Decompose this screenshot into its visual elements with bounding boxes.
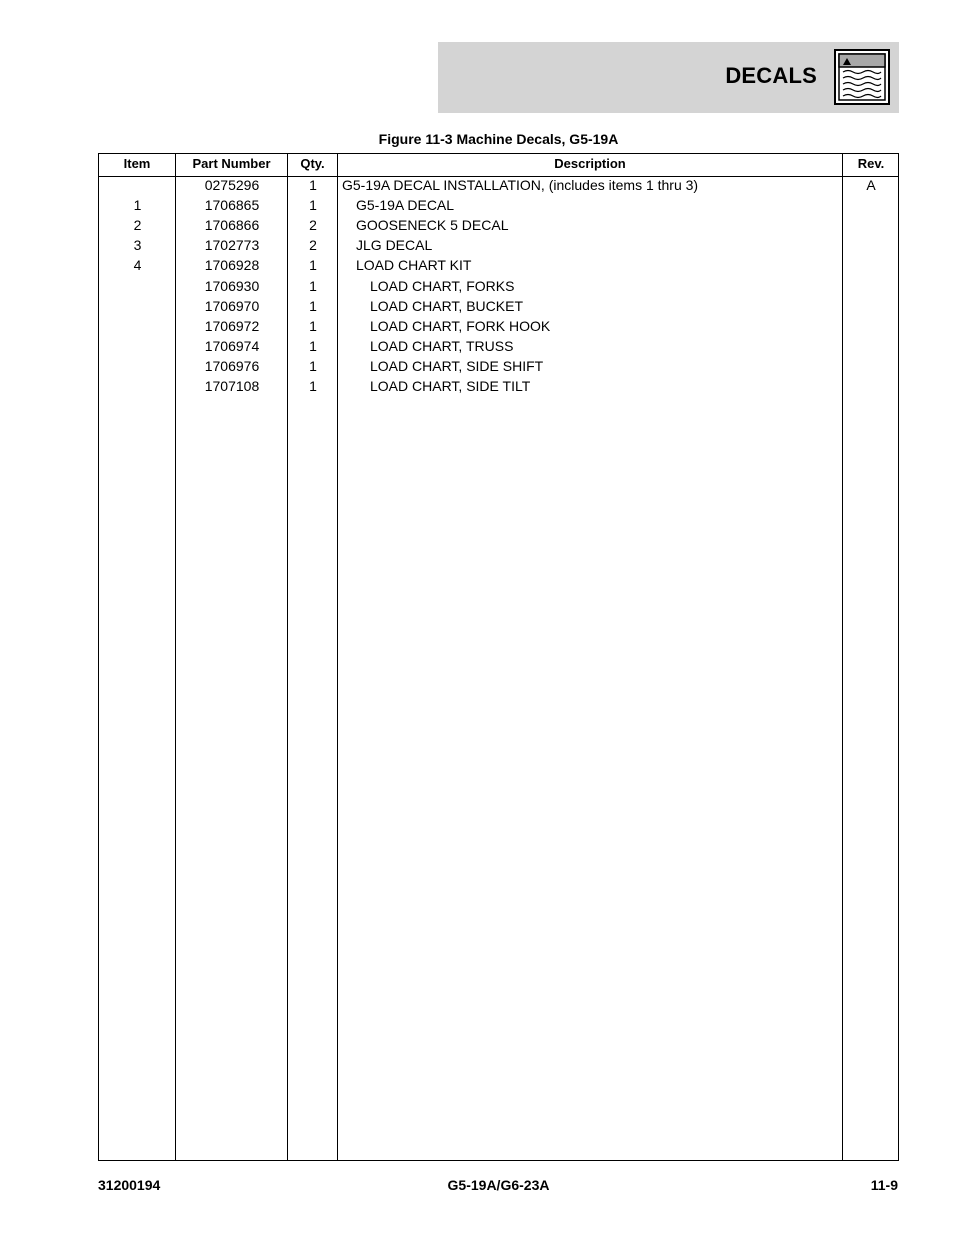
part-number: 1706928 — [204, 257, 260, 274]
item-number: 3 — [133, 237, 142, 254]
item-number: 1 — [133, 197, 142, 214]
revision: A — [866, 177, 876, 193]
table-row — [99, 356, 898, 376]
quantity: 1 — [309, 257, 317, 274]
parts-table — [98, 153, 899, 1161]
part-number: 1706865 — [204, 197, 260, 214]
column-header-qty: Qty. — [300, 156, 325, 171]
column-header-rev: Rev. — [857, 156, 885, 171]
column-header-part-number: Part Number — [192, 156, 271, 171]
part-number: 1702773 — [204, 237, 260, 254]
description: LOAD CHART, FORK HOOK — [370, 317, 551, 334]
section-header — [438, 42, 899, 113]
description: LOAD CHART, BUCKET — [370, 297, 523, 314]
part-number: 1707108 — [204, 378, 260, 394]
part-number: 1706972 — [204, 317, 260, 334]
footer-model: G5-19A/G6-23A — [447, 1177, 550, 1193]
table-row — [99, 376, 898, 396]
quantity: 1 — [309, 337, 317, 354]
description: LOAD CHART, SIDE SHIFT — [370, 357, 544, 374]
section-title: DECALS — [725, 63, 817, 88]
description: LOAD CHART KIT — [356, 257, 472, 274]
column-header-item: Item — [123, 156, 151, 171]
quantity: 1 — [309, 277, 317, 294]
description: LOAD CHART, FORKS — [370, 277, 515, 294]
part-number: 1706970 — [204, 297, 260, 314]
table-row — [99, 336, 898, 356]
quantity: 1 — [309, 317, 317, 334]
table-row — [99, 255, 898, 275]
table-row — [99, 296, 898, 316]
table-row — [99, 235, 898, 255]
description: JLG DECAL — [356, 237, 433, 254]
table-row — [99, 195, 898, 215]
quantity: 2 — [309, 237, 317, 254]
quantity: 1 — [309, 177, 317, 193]
description: G5-19A DECAL INSTALLATION, (includes items 1 thru 3) — [342, 177, 699, 193]
figure-title: Figure 11-3 Machine Decals, G5-19A — [378, 131, 619, 147]
quantity: 2 — [309, 217, 317, 234]
quantity: 1 — [309, 378, 317, 394]
description: GOOSENECK 5 DECAL — [356, 217, 509, 234]
footer-doc-number: 31200194 — [98, 1177, 161, 1193]
table-row — [99, 276, 898, 296]
description: LOAD CHART, TRUSS — [370, 337, 514, 354]
quantity: 1 — [309, 297, 317, 314]
item-number: 4 — [133, 257, 142, 274]
footer-page-number: 11-9 — [870, 1177, 898, 1193]
part-number: 0275296 — [204, 177, 260, 193]
item-number: 2 — [133, 217, 142, 234]
table-row — [99, 316, 898, 336]
quantity: 1 — [309, 357, 317, 374]
table-row — [99, 175, 898, 195]
table-row — [99, 215, 898, 235]
decal-warning-icon — [834, 49, 890, 105]
part-number: 1706974 — [204, 337, 260, 354]
description: G5-19A DECAL — [356, 197, 455, 214]
description: LOAD CHART, SIDE TILT — [370, 378, 531, 394]
part-number: 1706866 — [204, 217, 260, 234]
part-number: 1706930 — [204, 277, 260, 294]
column-header-description: Description — [554, 156, 626, 171]
quantity: 1 — [309, 197, 317, 214]
part-number: 1706976 — [204, 357, 260, 374]
